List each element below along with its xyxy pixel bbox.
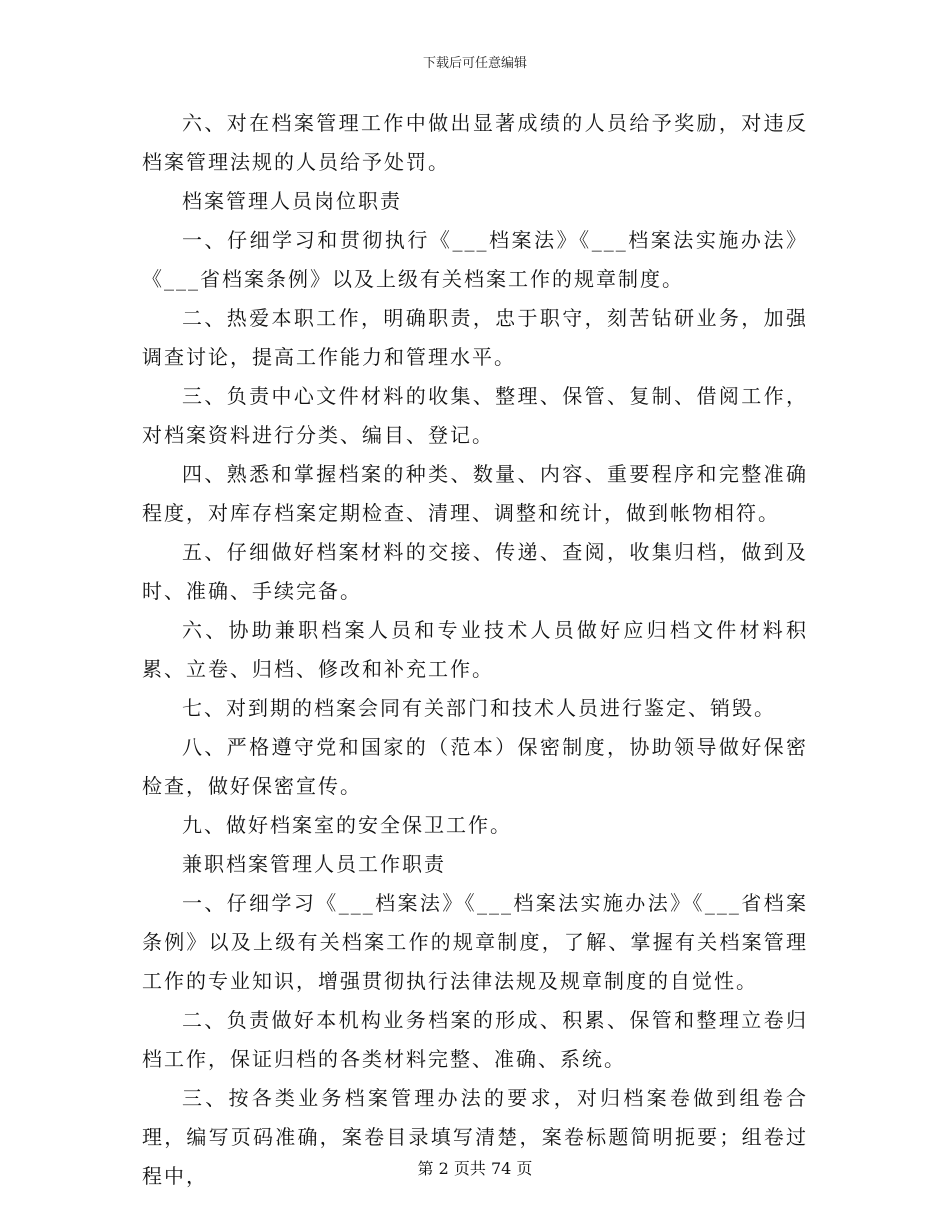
paragraph: 二、热爱本职工作，明确职责，忠于职守，刻苦钻研业务，加强调查讨论，提高工作能力和管理水平。 bbox=[142, 306, 808, 369]
paragraph: 一、仔细学习《___档案法》《___档案法实施办法》《___省档案条例》以及上级有关档案工作的规章制度，了解、掌握有关档案管理工作的专业知识，增强贯彻执行法律法规及规章制度的自觉性。 bbox=[142, 891, 808, 993]
paragraph: 五、仔细做好档案材料的交接、传递、查阅，收集归档，做到及时、准确、手续完备。 bbox=[142, 540, 808, 603]
section-heading: 兼职档案管理人员工作职责 bbox=[182, 852, 446, 876]
document-body bbox=[142, 104, 808, 1196]
paragraph: 三、按各类业务档案管理办法的要求，对归档案卷做到组卷合理，编写页码准确，案卷目录填写清楚，案卷标题简明扼要；组卷过程中， bbox=[142, 1086, 808, 1188]
page-header: 下载后可任意编辑 bbox=[422, 56, 527, 71]
section-heading: 档案管理人员岗位职责 bbox=[182, 189, 402, 213]
paragraph: 八、严格遵守党和国家的（范本）保密制度，协助领导做好保密检查，做好保密宣传。 bbox=[142, 735, 808, 798]
paragraph: 一、仔细学习和贯彻执行《___档案法》《___档案法实施办法》《___省档案条例》以及上级有关档案工作的规章制度。 bbox=[142, 228, 808, 291]
paragraph: 四、熟悉和掌握档案的种类、数量、内容、重要程序和完整准确程度，对库存档案定期检查、清理、调整和统计，做到帐物相符。 bbox=[142, 462, 808, 525]
paragraph: 七、对到期的档案会同有关部门和技术人员进行鉴定、销毁。 bbox=[182, 696, 776, 720]
page-footer: 第 2 页共 74 页 bbox=[417, 1159, 533, 1178]
paragraph: 三、负责中心文件材料的收集、整理、保管、复制、借阅工作，对档案资料进行分类、编目、登记。 bbox=[142, 384, 808, 447]
paragraph: 二、负责做好本机构业务档案的形成、积累、保管和整理立卷归档工作，保证归档的各类材料完整、准确、系统。 bbox=[142, 1008, 808, 1071]
paragraph: 六、协助兼职档案人员和专业技术人员做好应归档文件材料积累、立卷、归档、修改和补充工作。 bbox=[142, 618, 808, 681]
paragraph: 九、做好档案室的安全保卫工作。 bbox=[182, 813, 512, 837]
paragraph: 六、对在档案管理工作中做出显著成绩的人员给予奖励，对违反档案管理法规的人员给予处罚。 bbox=[142, 111, 808, 174]
